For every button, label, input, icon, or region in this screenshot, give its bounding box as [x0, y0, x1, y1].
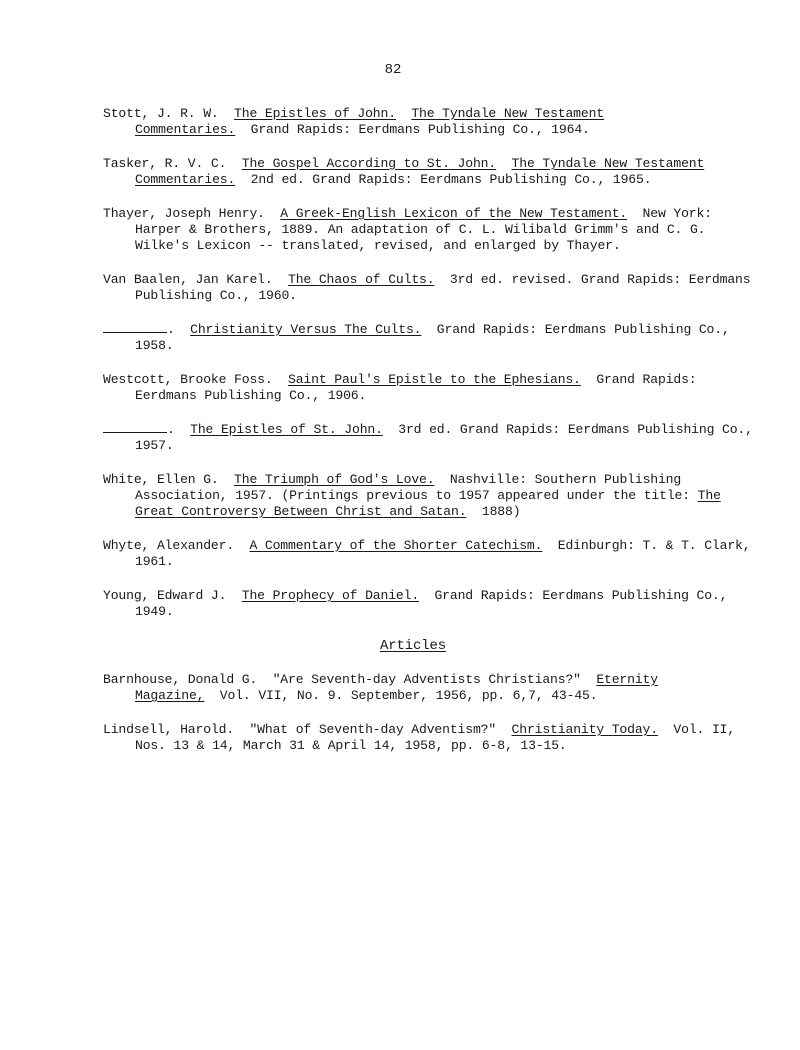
article-entry — [103, 722, 753, 754]
entry-details: Grand Rapids: Eerdmans Publishing Co., 1964. — [250, 122, 590, 137]
entry-details: Grand Rapids: Eerdmans Publishing Co., 1906. — [135, 372, 697, 403]
article-details: Vol. VII, No. 9. September, 1956, pp. 6,7, 43-45. — [219, 688, 598, 703]
bibliography-entry — [103, 156, 753, 188]
entry-title: The Triumph of God's Love. — [234, 472, 435, 487]
bibliography-entry — [103, 106, 753, 138]
articles-heading: Articles — [379, 638, 446, 654]
article-title: "What of Seventh-day Adventism?" — [249, 722, 497, 737]
article-author: Barnhouse, Donald G. — [103, 672, 258, 687]
entry-author: Van Baalen, Jan Karel. — [103, 272, 273, 287]
article-journal: Eternity Magazine, — [135, 672, 658, 703]
entry-title: Saint Paul's Epistle to the Ephesians. — [288, 372, 581, 387]
bibliography-entry — [103, 422, 753, 454]
entry-details: Grand Rapids: Eerdmans Publishing Co., 1949. — [135, 588, 728, 619]
entry-title: A Greek-English Lexicon of the New Testament. — [280, 206, 628, 221]
entry-title: The Epistles of St. John. — [190, 422, 383, 437]
entry-series: The Tyndale New Testament Commentaries. — [135, 106, 605, 137]
entry-author: Stott, J. R. W. — [103, 106, 219, 121]
article-title: "Are Seventh-day Adventists Christians?" — [272, 672, 581, 687]
bibliography-entry — [103, 538, 753, 570]
entry-details: New York: Harper & Brothers, 1889. An adaptation of C. L. Wilibald Grimm's and C. G. Wilke's Lexicon -- translated, revised, and enlarged by Thayer. — [135, 206, 712, 253]
bibliography-entry — [103, 372, 753, 404]
entry-title: The Chaos of Cults. — [288, 272, 435, 287]
entry-author: Young, Edward J. — [103, 588, 227, 603]
entry-title: A Commentary of the Shorter Catechism. — [249, 538, 543, 553]
entry-author: Thayer, Joseph Henry. — [103, 206, 265, 221]
article-entry — [103, 672, 753, 704]
entry-alt-year: 1888) — [481, 504, 521, 519]
article-journal: Christianity Today. — [511, 722, 658, 737]
bibliography-entry — [103, 472, 753, 520]
entry-author: Westcott, Brooke Foss. — [103, 372, 273, 387]
entry-alt-title: The Great Controversy Between Christ and Satan. — [135, 488, 721, 519]
article-details: Vol. II, Nos. 13 & 14, March 31 & April 14, 1958, pp. 6-8, 13-15. — [135, 722, 736, 753]
entry-details: Nashville: Southern Publishing Association, 1957. (Printings previous to 1957 appeared under the title: — [135, 472, 690, 503]
bibliography-entry — [103, 322, 753, 354]
ditto-line — [103, 422, 167, 433]
entry-title: Christianity Versus The Cults. — [190, 322, 422, 337]
entry-details: 3rd ed. Grand Rapids: Eerdmans Publishing Co., 1957. — [135, 422, 753, 453]
entry-series: The Tyndale New Testament Commentaries. — [135, 156, 705, 187]
bibliography-entry — [103, 206, 753, 254]
entry-title: The Prophecy of Daniel. — [241, 588, 420, 603]
bibliography — [103, 106, 753, 772]
entry-details: 3rd ed. revised. Grand Rapids: Eerdmans Publishing Co., 1960. — [135, 272, 751, 303]
article-author: Lindsell, Harold. — [103, 722, 235, 737]
entry-title: The Gospel According to St. John. — [241, 156, 497, 171]
ditto-line — [103, 322, 167, 333]
entry-details: Grand Rapids: Eerdmans Publishing Co., 1958. — [135, 322, 730, 353]
entry-details: 2nd ed. Grand Rapids: Eerdmans Publishing Co., 1965. — [250, 172, 652, 187]
entry-author: Tasker, R. V. C. — [103, 156, 227, 171]
entry-author: White, Ellen G. — [103, 472, 219, 487]
bibliography-entry — [103, 588, 753, 620]
entry-title: The Epistles of John. — [234, 106, 396, 121]
entry-author: . — [167, 322, 175, 337]
entry-author: . — [167, 422, 175, 437]
bibliography-entry — [103, 272, 753, 304]
entry-author: Whyte, Alexander. — [103, 538, 235, 553]
page-number: 82 — [384, 62, 402, 78]
entry-details: Edinburgh: T. & T. Clark, 1961. — [135, 538, 751, 569]
